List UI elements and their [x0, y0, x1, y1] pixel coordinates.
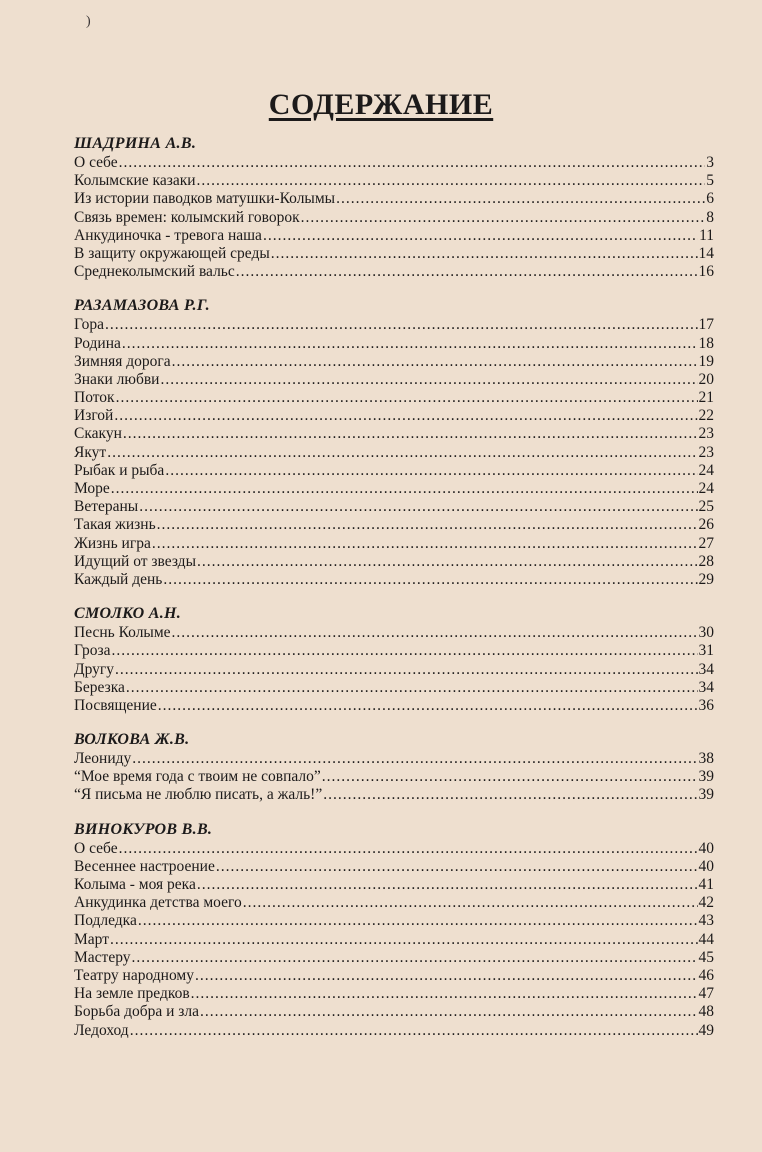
entry-page-number: 43	[698, 912, 714, 930]
dot-leader	[139, 498, 697, 516]
dot-leader	[163, 571, 697, 589]
toc-entry	[74, 245, 714, 263]
entry-page-number: 47	[698, 985, 714, 1003]
section-author: РАЗАМАЗОВА Р.Г.	[74, 297, 210, 315]
toc-entry	[74, 1022, 714, 1040]
entry-title: Зимняя дорога	[74, 352, 171, 370]
toc-entry	[74, 444, 714, 462]
entry-title: Каждый день	[74, 570, 163, 588]
toc-section	[74, 296, 714, 589]
entry-page-number: 45	[698, 948, 714, 966]
toc-entry	[74, 263, 714, 281]
entry-page-number: 17	[698, 316, 714, 334]
entry-page-number: 39	[698, 786, 714, 804]
section-author: СМОЛКО А.Н.	[74, 605, 182, 623]
dot-leader	[243, 894, 698, 912]
entry-title: Театру народному	[74, 966, 194, 984]
toc-entry	[74, 553, 714, 571]
entry-title: “Я письма не люблю писать, а жаль!”	[74, 786, 323, 804]
entry-title: Посвящение	[74, 696, 157, 714]
toc-entry	[74, 931, 714, 949]
dot-leader	[200, 1003, 697, 1021]
entry-title: Мастеру	[74, 948, 131, 966]
dot-leader	[132, 750, 697, 768]
entry-page-number: 40	[698, 839, 714, 857]
entry-title: Знаки любви	[74, 370, 160, 388]
entry-title: Идущий от звезды	[74, 552, 196, 570]
entry-title: Изгой	[74, 407, 114, 425]
entry-title: Подледка	[74, 912, 137, 930]
dot-leader	[322, 768, 698, 786]
entry-title: О себе	[74, 154, 118, 171]
toc-entry	[74, 498, 714, 516]
toc-entry	[74, 1003, 714, 1021]
dot-leader	[110, 931, 698, 949]
dot-leader	[122, 335, 698, 353]
entry-title: Березка	[74, 678, 125, 696]
entry-page-number: 44	[698, 930, 714, 948]
dot-leader	[138, 912, 698, 930]
toc-entry	[74, 154, 714, 172]
entry-title: О себе	[74, 839, 118, 857]
entry-title: Родина	[74, 334, 121, 352]
toc-entry	[74, 786, 714, 804]
section-author: ШАДРИНА А.В.	[74, 135, 197, 152]
dot-leader	[107, 444, 697, 462]
dot-leader	[132, 949, 698, 967]
toc-section	[74, 134, 714, 281]
dot-leader	[165, 462, 697, 480]
entry-page-number: 3	[706, 154, 714, 171]
entry-page-number: 48	[698, 1003, 714, 1021]
page-title: СОДЕРЖАНИЕ	[268, 88, 494, 121]
toc-entry	[74, 425, 714, 443]
entry-page-number: 26	[698, 516, 714, 534]
toc-entry	[74, 535, 714, 553]
toc-entry	[74, 353, 714, 371]
entry-title: Песнь Колыме	[74, 624, 171, 642]
toc-entry	[74, 661, 714, 679]
dot-leader	[126, 679, 698, 697]
toc-entry	[74, 894, 714, 912]
entry-title: Такая жизнь	[74, 516, 156, 534]
dot-leader	[197, 172, 706, 190]
toc-entry	[74, 912, 714, 930]
entry-title: Гроза	[74, 642, 111, 660]
toc-entry	[74, 624, 714, 642]
entry-title: Рыбак и рыба	[74, 461, 165, 479]
toc-entry	[74, 172, 714, 190]
entry-page-number: 18	[698, 334, 714, 352]
entry-page-number: 30	[698, 624, 714, 642]
entry-page-number: 42	[698, 894, 714, 912]
dot-leader	[236, 263, 698, 281]
entry-page-number: 8	[706, 208, 714, 226]
toc-entry	[74, 462, 714, 480]
toc-entry	[74, 750, 714, 768]
toc-entry	[74, 876, 714, 894]
toc-entry	[74, 840, 714, 858]
toc-entry	[74, 571, 714, 589]
dot-leader	[119, 154, 706, 172]
dot-leader	[216, 858, 698, 876]
entry-page-number: 25	[698, 498, 714, 516]
toc-section	[74, 820, 714, 1040]
dot-leader	[197, 553, 698, 571]
dot-leader	[172, 353, 698, 371]
dot-leader	[172, 624, 698, 642]
toc-section	[74, 604, 714, 715]
entry-title: Март	[74, 930, 109, 948]
entry-title: Из истории паводков матушки-Колымы	[74, 190, 336, 208]
entry-title: Гора	[74, 316, 104, 334]
dot-leader	[114, 407, 697, 425]
entry-title: Поток	[74, 389, 115, 407]
entry-page-number: 11	[699, 226, 714, 244]
entry-page-number: 36	[698, 696, 714, 714]
dot-leader	[152, 535, 698, 553]
dot-leader	[115, 661, 698, 679]
entry-page-number: 22	[698, 407, 714, 425]
toc-entry	[74, 227, 714, 245]
entry-title: Весеннее настроение	[74, 857, 215, 875]
toc-entry	[74, 679, 714, 697]
entry-title: Колыма - моя река	[74, 876, 196, 893]
entry-page-number: 5	[706, 172, 714, 190]
section-author: ВИНОКУРОВ В.В.	[74, 820, 213, 838]
dot-leader	[111, 480, 698, 498]
entry-title: Среднеколымский вальс	[74, 263, 235, 281]
corner-mark: )	[86, 14, 91, 29]
entry-page-number: 49	[698, 1021, 714, 1039]
toc-entry	[74, 768, 714, 786]
toc-entry	[74, 967, 714, 985]
entry-page-number: 20	[698, 370, 714, 388]
dot-leader	[263, 227, 698, 245]
toc-entry	[74, 697, 714, 715]
toc-entry	[74, 389, 714, 407]
toc-entry	[74, 190, 714, 208]
dot-leader	[119, 840, 698, 858]
dot-leader	[191, 985, 698, 1003]
entry-page-number: 28	[698, 552, 714, 570]
toc-entry	[74, 407, 714, 425]
dot-leader	[157, 516, 698, 534]
dot-leader	[130, 1022, 698, 1040]
entry-title: Анкудинка детства моего	[74, 894, 242, 912]
entry-page-number: 40	[698, 857, 714, 875]
toc-section	[74, 730, 714, 805]
toc-entry	[74, 371, 714, 389]
entry-title: Другу	[74, 660, 114, 678]
entry-title: Ветераны	[74, 498, 139, 516]
dot-leader	[116, 389, 698, 407]
dot-leader	[123, 425, 698, 443]
entry-page-number: 6	[706, 190, 714, 208]
entry-page-number: 14	[698, 244, 714, 262]
entry-title: Анкудиночка - тревога наша	[74, 226, 262, 244]
entry-title: “Мое время года с твоим не совпало”	[74, 768, 321, 786]
toc-entry	[74, 516, 714, 534]
entry-title: Ледоход	[74, 1021, 129, 1039]
entry-page-number: 24	[698, 480, 714, 497]
entry-page-number: 46	[698, 966, 714, 984]
entry-title: Леониду	[74, 750, 132, 768]
entry-page-number: 23	[698, 425, 714, 443]
table-of-contents	[74, 134, 714, 1055]
entry-page-number: 19	[698, 352, 714, 370]
entry-title: Море	[74, 480, 110, 497]
entry-page-number: 23	[698, 443, 714, 461]
toc-entry	[74, 335, 714, 353]
toc-entry	[74, 985, 714, 1003]
entry-title: Якут	[74, 443, 107, 461]
entry-title: Колымские казаки	[74, 172, 196, 190]
entry-title: В защиту окружающей среды	[74, 244, 270, 262]
toc-entry	[74, 209, 714, 227]
dot-leader	[158, 697, 698, 715]
section-author: ВОЛКОВА Ж.В.	[74, 731, 190, 749]
entry-page-number: 24	[698, 461, 714, 479]
dot-leader	[197, 876, 698, 894]
entry-title: Борьба добра и зла	[74, 1003, 200, 1021]
entry-page-number: 27	[698, 534, 714, 552]
entry-page-number: 41	[698, 876, 714, 893]
dot-leader	[105, 316, 698, 334]
entry-title: Скакун	[74, 425, 122, 443]
entry-title: На земле предков	[74, 985, 190, 1003]
entry-page-number: 34	[698, 678, 714, 696]
entry-page-number: 39	[698, 768, 714, 786]
entry-page-number: 31	[698, 642, 714, 660]
entry-page-number: 34	[698, 660, 714, 678]
toc-entry	[74, 858, 714, 876]
dot-leader	[301, 209, 706, 227]
toc-entry	[74, 480, 714, 498]
dot-leader	[323, 786, 697, 804]
entry-title: Жизнь игра	[74, 534, 151, 552]
dot-leader	[160, 371, 697, 389]
entry-page-number: 16	[698, 263, 714, 281]
entry-page-number: 29	[698, 570, 714, 588]
dot-leader	[271, 245, 698, 263]
dot-leader	[195, 967, 698, 985]
toc-entry	[74, 316, 714, 334]
toc-entry	[74, 642, 714, 660]
dot-leader	[336, 190, 705, 208]
entry-page-number: 21	[698, 389, 714, 407]
toc-entry	[74, 949, 714, 967]
entry-page-number: 38	[698, 750, 714, 768]
dot-leader	[112, 642, 698, 660]
entry-title: Связь времен: колымский говорок	[74, 208, 300, 226]
